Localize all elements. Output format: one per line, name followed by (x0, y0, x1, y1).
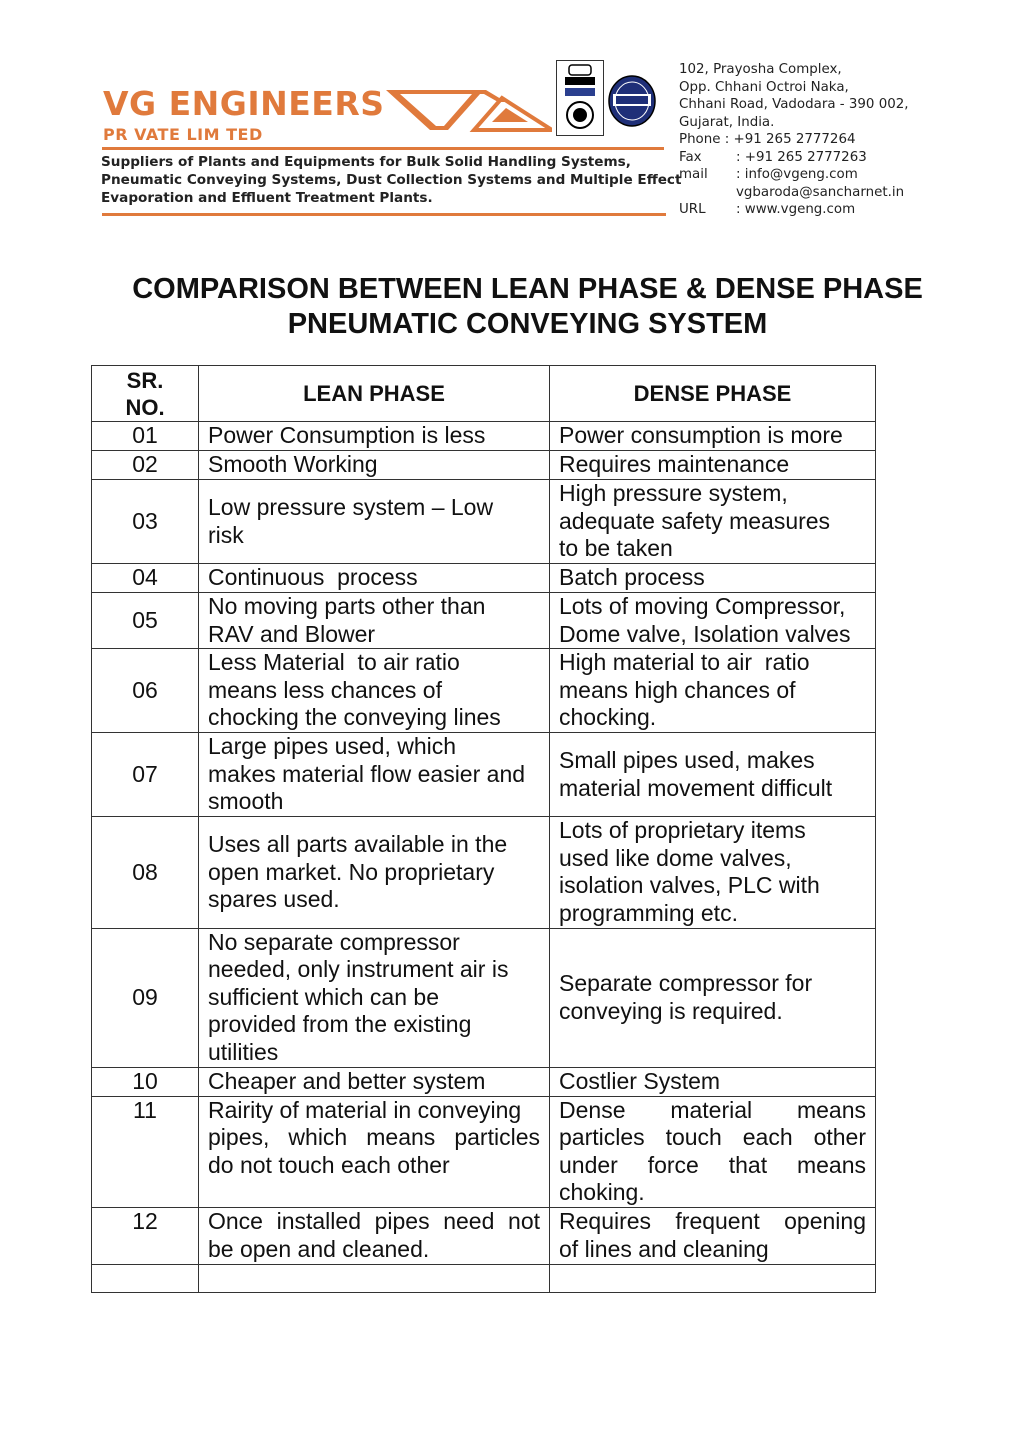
dense-cell: High pressure system, adequate safety measures to be taken (550, 480, 876, 564)
tagline-line: Suppliers of Plants and Equipments for Bulk Solid Handling Systems, (101, 154, 631, 170)
dense-cell: Separate compressor for conveying is required. (550, 928, 876, 1067)
row-sr-no: 12 (92, 1207, 199, 1264)
lean-cell: Once installed pipes need not be open and cleaned. (199, 1207, 550, 1264)
dense-cell: Power consumption is more (550, 422, 876, 451)
anab-seal-icon (607, 74, 657, 128)
lean-cell: Uses all parts available in the open market. No proprietary spares used. (199, 817, 550, 928)
lean-cell: Less Material to air ratio means less chances of chocking the conveying lines (199, 649, 550, 733)
row-sr-no: 08 (92, 817, 199, 928)
certification-seal (556, 60, 604, 136)
fax-line (679, 149, 1009, 167)
row-sr-no: 04 (92, 564, 199, 593)
table-row (92, 649, 876, 733)
row-sr-no: 09 (92, 928, 199, 1067)
lean-cell: Smooth Working (199, 451, 550, 480)
document-title (60, 272, 995, 342)
dense-cell: Costlier System (550, 1067, 876, 1096)
address-line: Opp. Chhani Octroi Naka, (679, 79, 849, 95)
mail-value[interactable]: : info@vgeng.com (736, 167, 858, 182)
table-row (92, 1096, 876, 1207)
tagline-line: Pneumatic Conveying Systems, Dust Collection Systems and Multiple Effect (101, 172, 682, 188)
header-sr-no: SR. NO. (92, 366, 199, 422)
company-tagline (101, 153, 682, 207)
dense-cell: Small pipes used, makes material movement difficult (550, 733, 876, 817)
company-logo-icon (386, 86, 552, 134)
row-sr-no: 02 (92, 451, 199, 480)
row-sr-no: 01 (92, 422, 199, 451)
phone-line (679, 131, 1009, 149)
address-line: 102, Prayosha Complex, (679, 62, 842, 77)
header-lean-phase: LEAN PHASE (199, 366, 550, 422)
header-rule-bottom (102, 213, 666, 216)
header-rule-top (102, 147, 664, 150)
row-sr-no: 05 (92, 593, 199, 649)
table-row (92, 928, 876, 1067)
url-line (679, 201, 1009, 219)
tagline-line: Evaporation and Effluent Treatment Plants. (101, 190, 433, 206)
lean-cell: No separate compressor needed, only instrument air is sufficient which can be provided from the existing utilities (199, 928, 550, 1067)
table-row (92, 1067, 876, 1096)
iso-seal-icon (557, 61, 603, 135)
lean-cell: Cheaper and better system (199, 1067, 550, 1096)
lean-cell: Continuous process (199, 564, 550, 593)
lean-cell: Power Consumption is less (199, 422, 550, 451)
row-sr-no: 11 (92, 1096, 199, 1207)
lean-cell: Rairity of material in conveying pipes, which means particles do not touch each other (199, 1096, 550, 1207)
dense-cell: Requires frequent opening of lines and cleaning (550, 1207, 876, 1264)
dense-cell: Requires maintenance (550, 451, 876, 480)
url-label: URL (679, 202, 706, 217)
phone-value: +91 265 2777264 (733, 132, 856, 147)
row-sr-no: 03 (92, 480, 199, 564)
table-row (92, 733, 876, 817)
url-value[interactable]: : www.vgeng.com (736, 202, 856, 217)
contact-block (679, 61, 1009, 219)
table-row (92, 422, 876, 451)
comparison-table (91, 365, 876, 1293)
table-header-row (92, 366, 876, 422)
table-row-empty (92, 1264, 876, 1292)
mail-line (679, 166, 1009, 184)
dense-cell: High material to air ratio means high chances of chocking. (550, 649, 876, 733)
table-row (92, 480, 876, 564)
lean-cell: Large pipes used, which makes material flow easier and smooth (199, 733, 550, 817)
table-row (92, 593, 876, 649)
mail-value-2[interactable]: vgbaroda@sancharnet.in (736, 184, 905, 200)
table-row (92, 1207, 876, 1264)
phone-label: Phone : (679, 132, 730, 147)
row-sr-no (92, 1264, 199, 1292)
table-row (92, 817, 876, 928)
table-row (92, 451, 876, 480)
dense-cell (550, 1264, 876, 1292)
table-row (92, 564, 876, 593)
company-name: VG ENGINEERS (103, 84, 385, 123)
company-subtitle: PR VATE LIM TED (103, 125, 263, 144)
title-line-2: PNEUMATIC CONVEYING SYSTEM (287, 308, 768, 340)
dense-cell: Batch process (550, 564, 876, 593)
lean-cell: Low pressure system – Low risk (199, 480, 550, 564)
lean-cell: No moving parts other than RAV and Blower (199, 593, 550, 649)
dense-cell: Lots of proprietary items used like dome valves, isolation valves, PLC with programming etc. (550, 817, 876, 928)
fax-value: : +91 265 2777263 (736, 149, 867, 165)
row-sr-no: 10 (92, 1067, 199, 1096)
fax-label: Fax (679, 149, 702, 165)
header-dense-phase: DENSE PHASE (550, 366, 876, 422)
mail-label: mail (679, 167, 708, 182)
dense-cell: Lots of moving Compressor, Dome valve, Isolation valves (550, 593, 876, 649)
address-line: Chhani Road, Vadodara - 390 002, (679, 97, 909, 112)
title-line-1: COMPARISON BETWEEN LEAN PHASE & DENSE PHASE (132, 273, 923, 305)
row-sr-no: 07 (92, 733, 199, 817)
dense-cell: Dense material means particles touch each other under force that means choking. (550, 1096, 876, 1207)
lean-cell (199, 1264, 550, 1292)
row-sr-no: 06 (92, 649, 199, 733)
address-line: Gujarat, India. (679, 114, 775, 130)
